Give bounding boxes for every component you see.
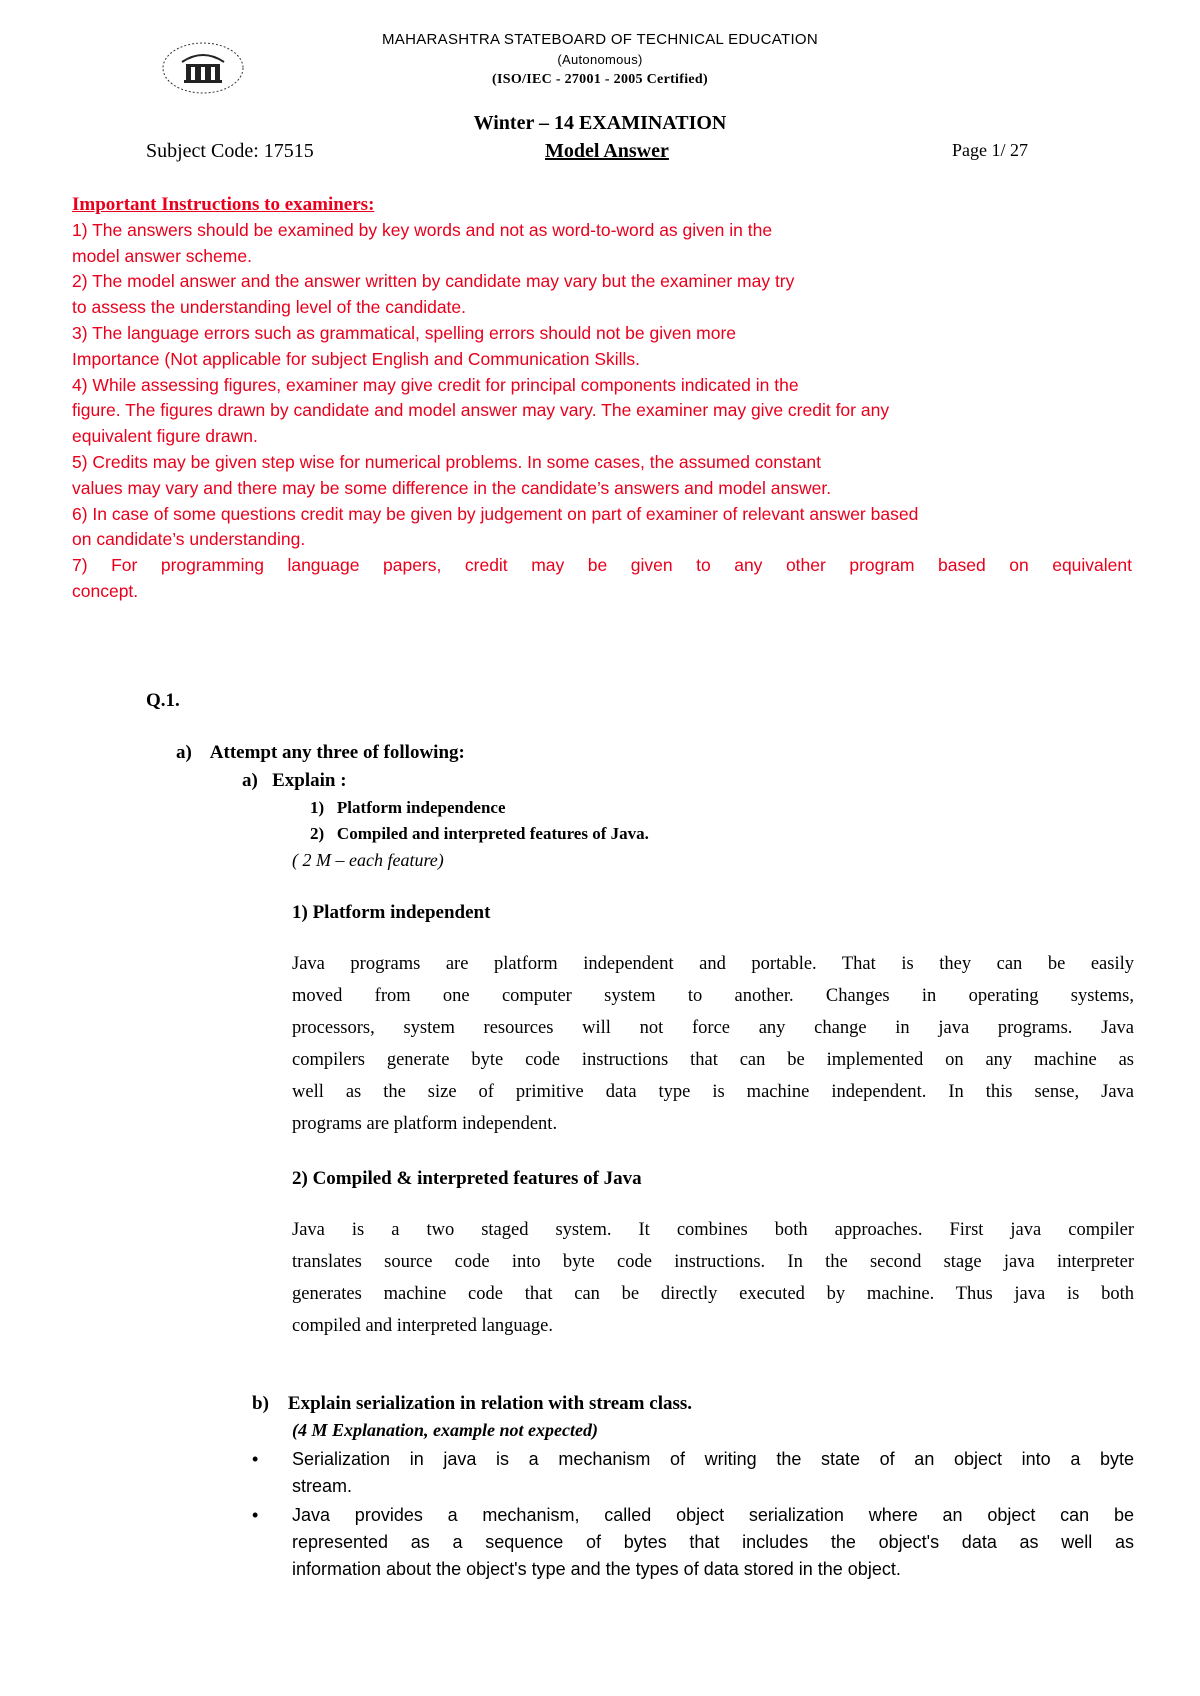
instruction-line: to assess the understanding level of the candidate. — [72, 297, 467, 318]
sub-question-marker: a) — [242, 770, 258, 791]
section-heading: 2) Compiled & interpreted features of Java — [292, 1168, 642, 1189]
instruction-line: model answer scheme. — [72, 245, 252, 266]
paragraph-line: processors, system resources will not force any change in java programs. Java — [292, 1018, 1134, 1038]
bullet-icon: • — [252, 1505, 259, 1525]
instruction-line: on candidate’s understanding. — [72, 529, 306, 550]
paragraph-line: Java programs are platform independent and portable. That is they can be easily — [292, 954, 1134, 974]
list-item-text: Compiled and interpreted features of Java. — [336, 824, 649, 843]
instruction-line: 5) Credits may be given step wise for numerical problems. In some cases, the assumed constant — [72, 451, 821, 472]
instruction-line: 2) The model answer and the answer written by candidate may vary but the examiner may try — [72, 271, 795, 292]
instruction-line: 1) The answers should be examined by key words and not as word-to-word as given in the — [72, 219, 773, 240]
list-item-text: Platform independence — [336, 798, 506, 817]
section-heading: 1) Platform independent — [292, 902, 491, 923]
marks-note: (4 M Explanation, example not expected) — [292, 1420, 598, 1440]
part-b-heading — [252, 1393, 692, 1415]
bullet-line: Java provides a mechanism, called object serialization where an object can be — [292, 1505, 1134, 1525]
marks-note: ( 2 M – each feature) — [292, 850, 444, 870]
bullet-list — [252, 1446, 1134, 1583]
list-item — [310, 798, 506, 818]
page-number: Page 1/ 27 — [952, 140, 1028, 160]
bullet-icon: • — [252, 1449, 259, 1469]
exam-title: Winter – 14 EXAMINATION — [473, 112, 727, 134]
instructions-block — [72, 192, 1132, 605]
org-name: MAHARASHTRA STATEBOARD OF TECHNICAL EDUCATION — [381, 31, 819, 48]
part-a-marker: a) — [176, 742, 192, 763]
instruction-line: 6) In case of some questions credit may be given by judgement on part of examiner of relevant answer based — [72, 503, 919, 524]
paragraph-line: translates source code into byte code instructions. In the second stage java interpreter — [292, 1252, 1134, 1272]
instruction-line: equivalent figure drawn. — [72, 426, 258, 447]
paragraph-line: moved from one computer system to another. Changes in operating systems, — [292, 986, 1134, 1006]
bullet-item — [252, 1502, 1134, 1583]
list-item — [310, 824, 649, 844]
part-b-marker: b) — [252, 1393, 269, 1414]
paragraph-line: compilers generate byte code instructions that can be implemented on any machine as — [292, 1050, 1134, 1070]
org-autonomous: (Autonomous) — [557, 52, 643, 67]
paragraph-line: compiled and interpreted language. — [292, 1316, 553, 1336]
instruction-line: figure. The figures drawn by candidate and model answer may vary. The examiner may give credit for any — [72, 400, 890, 421]
subject-code: Subject Code: 17515 — [146, 140, 314, 162]
sub-question-heading — [242, 770, 347, 792]
list-item-number: 2) — [310, 824, 325, 843]
instruction-line: values may vary and there may be some difference in the candidate’s answers and model answer. — [72, 477, 832, 498]
bullet-line: stream. — [292, 1476, 353, 1496]
bullet-line: information about the object's type and the types of data stored in the object. — [292, 1559, 901, 1579]
paragraph — [292, 1214, 1134, 1342]
org-header — [0, 30, 1200, 90]
bullet-line: Serialization in java is a mechanism of writing the state of an object into a byte — [292, 1449, 1134, 1469]
paragraph-line: well as the size of primitive data type is machine independent. In this sense, Java — [292, 1082, 1134, 1102]
part-a-title: Attempt any three of following: — [209, 742, 465, 763]
part-b-title: Explain serialization in relation with stream class. — [287, 1393, 693, 1414]
instruction-line: concept. — [72, 580, 139, 601]
list-item-number: 1) — [310, 798, 325, 817]
sub-question-title: Explain : — [272, 770, 347, 791]
model-answer-title: Model Answer — [545, 140, 669, 162]
instruction-line: Importance (Not applicable for subject English and Communication Skills. — [72, 348, 641, 369]
paragraph-line: programs are platform independent. — [292, 1114, 558, 1134]
instruction-line: 4) While assessing figures, examiner may give credit for principal components indicated in the — [72, 374, 799, 395]
instruction-line: 7) For programming language papers, credit may be given to any other program based on equivalent — [72, 555, 1132, 576]
org-iso: (ISO/IEC - 27001 - 2005 Certified) — [492, 72, 708, 87]
paragraph-line: generates machine code that can be directly executed by machine. Thus java is both — [292, 1284, 1134, 1304]
bullet-item — [252, 1446, 1134, 1500]
paragraph — [292, 948, 1134, 1140]
question-label: Q.1. — [146, 690, 180, 711]
paragraph-line: Java is a two staged system. It combines both approaches. First java compiler — [292, 1220, 1134, 1240]
instruction-line: 3) The language errors such as grammatical, spelling errors should not be given more — [72, 322, 737, 343]
instructions-heading: Important Instructions to examiners: — [72, 194, 375, 215]
bullet-line: represented as a sequence of bytes that includes the object's data as well as — [292, 1532, 1134, 1552]
part-a-heading — [176, 742, 465, 764]
